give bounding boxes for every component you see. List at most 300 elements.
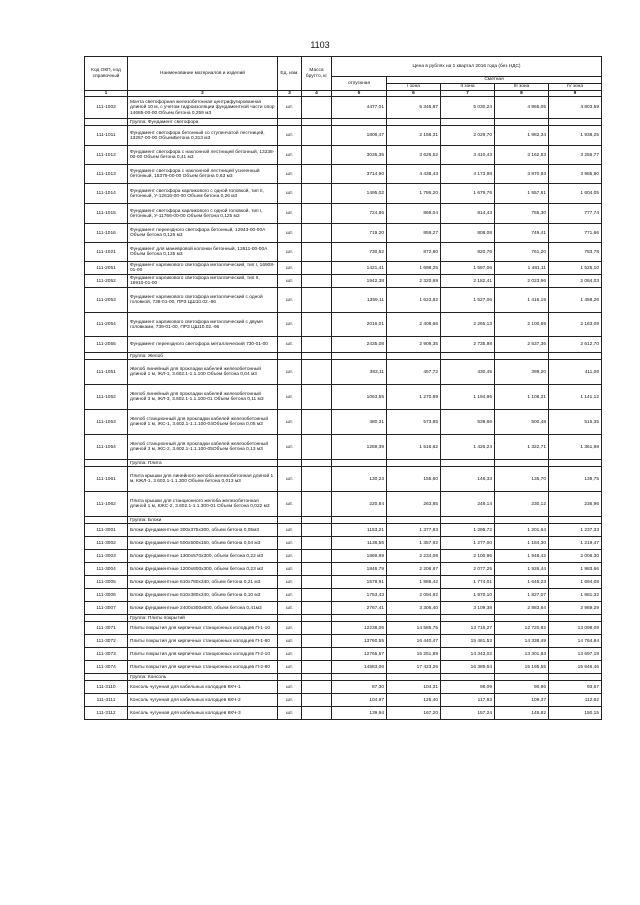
price-release: 1421,41 — [332, 262, 387, 275]
table-row — [85, 313, 602, 337]
price-zone-2: 1 527,06 — [441, 288, 495, 313]
table-row — [85, 126, 602, 146]
price-zone-2: 539,66 — [441, 410, 495, 435]
item-name: Блоки фундаментные 300х375х300, объем бетона 0,05м3 — [128, 524, 278, 537]
price-zone-1: 1 357,92 — [387, 537, 441, 550]
item-name: Желоб станционный для прокладки кабелей железобетонный длиной 3 м, ЖС-2, 3.602.1-1.1.100-05Объем бетона 0,13 м3 — [128, 435, 278, 460]
price-zone-1: 3 626,52 — [387, 146, 441, 165]
item-unit: шт. — [278, 204, 302, 224]
price-zone-4: 13 098,09 — [549, 622, 602, 635]
group-empty-cell — [332, 674, 387, 681]
item-code: 111-1013 — [85, 165, 128, 184]
price-release: 12238,06 — [332, 622, 387, 635]
price-zone-4: 777,74 — [549, 204, 602, 224]
item-unit: шт. — [278, 661, 302, 674]
price-zone-2: 248,14 — [441, 492, 495, 517]
price-zone-3: 749,41 — [495, 224, 549, 243]
item-unit: шт. — [278, 602, 302, 615]
item-unit: шт. — [278, 648, 302, 661]
group-empty-cell — [441, 517, 495, 524]
table-row — [85, 622, 602, 635]
group-empty-cell — [332, 353, 387, 360]
table-row — [85, 694, 602, 707]
price-zone-3: 1 416,19 — [495, 288, 549, 313]
price-zone-4: 93,67 — [549, 681, 602, 694]
item-code: 111-1051 — [85, 360, 128, 385]
group-empty-cell — [549, 460, 602, 467]
price-zone-2: 3 410,43 — [441, 146, 495, 165]
price-release: 220,84 — [332, 492, 387, 517]
item-mass — [302, 435, 332, 460]
price-zone-2: 814,43 — [441, 204, 495, 224]
price-zone-3: 755,30 — [495, 204, 549, 224]
item-name: Плиты покрытия для кирпичных станционных колодцев П-1-80 — [128, 635, 278, 648]
price-zone-3: 1 557,81 — [495, 184, 549, 204]
item-unit: шт. — [278, 146, 302, 165]
table-row — [85, 337, 602, 353]
price-zone-1: 17 423,25 — [387, 661, 441, 674]
price-zone-3: 4 965,05 — [495, 97, 549, 119]
price-release: 12765,57 — [332, 648, 387, 661]
header-code: Код ОКП, код справочный — [85, 57, 128, 91]
price-table — [84, 56, 602, 720]
item-mass — [302, 694, 332, 707]
item-unit: шт. — [278, 589, 302, 602]
price-zone-4: 2 006,30 — [549, 550, 602, 563]
price-zone-4: 515,35 — [549, 410, 602, 435]
column-number: 1 — [85, 91, 128, 97]
price-zone-2: 1 277,00 — [441, 537, 495, 550]
price-release: 14583,06 — [332, 661, 387, 674]
item-mass — [302, 243, 332, 262]
table-row — [85, 262, 602, 275]
price-zone-1: 2 909,35 — [387, 337, 441, 353]
price-zone-4: 411,06 — [549, 360, 602, 385]
item-unit: шт. — [278, 635, 302, 648]
group-code-cell — [85, 119, 128, 126]
item-unit: шт. — [278, 288, 302, 313]
price-zone-4: 1 237,33 — [549, 524, 602, 537]
table-row — [85, 576, 602, 589]
column-number: 4 — [302, 91, 332, 97]
price-zone-2: 820,76 — [441, 243, 495, 262]
price-zone-2: 1 597,06 — [441, 262, 495, 275]
group-empty-cell — [278, 460, 302, 467]
price-zone-4: 1 219,47 — [549, 537, 602, 550]
price-release: 1359,11 — [332, 288, 387, 313]
item-code: 111-3073 — [85, 648, 128, 661]
price-zone-1: 2 158,31 — [387, 126, 441, 146]
table-row — [85, 184, 602, 204]
item-unit: шт. — [278, 97, 302, 119]
price-zone-2: 98,09 — [441, 681, 495, 694]
table-row — [85, 524, 602, 537]
item-mass — [302, 492, 332, 517]
page-number: 1103 — [310, 40, 330, 50]
price-zone-2: 2 077,25 — [441, 563, 495, 576]
item-mass — [302, 126, 332, 146]
item-mass — [302, 622, 332, 635]
item-unit: шт. — [278, 492, 302, 517]
table-row — [85, 648, 602, 661]
price-zone-4: 3 985,90 — [549, 165, 602, 184]
price-release: 724,86 — [332, 204, 387, 224]
price-release: 1063,55 — [332, 385, 387, 410]
price-release: 719,20 — [332, 224, 387, 243]
item-mass — [302, 288, 332, 313]
item-unit: шт. — [278, 360, 302, 385]
item-mass — [302, 635, 332, 648]
price-zone-2: 13 716,27 — [441, 622, 495, 635]
item-code: 111-1015 — [85, 204, 128, 224]
item-name: Фундамент светофора с наклонной лестницей усиленный бетонный, 15379-00-00 Объем бетона 0,63 м3 — [128, 165, 278, 184]
item-unit: шт. — [278, 537, 302, 550]
item-unit: шт. — [278, 410, 302, 435]
price-zone-1: 2 206,87 — [387, 563, 441, 576]
item-code: 111-3002 — [85, 537, 128, 550]
header-zone: III зона — [495, 84, 549, 91]
item-unit: шт. — [278, 243, 302, 262]
table-row — [85, 550, 602, 563]
column-number: 2 — [128, 91, 278, 97]
item-name: Фундамент переездного светофора металлический 730-01-00 — [128, 337, 278, 353]
item-code: 111-3001 — [85, 524, 128, 537]
price-zone-1: 1 516,62 — [387, 435, 441, 460]
price-zone-3: 3 162,83 — [495, 146, 549, 165]
price-zone-3: 761,20 — [495, 243, 549, 262]
price-zone-1: 15 251,89 — [387, 648, 441, 661]
price-zone-3: 1 184,30 — [495, 537, 549, 550]
group-empty-cell — [278, 674, 302, 681]
price-zone-1: 872,80 — [387, 243, 441, 262]
table-row — [85, 243, 602, 262]
price-zone-4: 1 983,66 — [549, 563, 602, 576]
group-code-cell — [85, 460, 128, 467]
group-empty-cell — [495, 119, 549, 126]
group-empty-cell — [302, 119, 332, 126]
item-code: 111-1053 — [85, 410, 128, 435]
price-zone-3: 500,48 — [495, 410, 549, 435]
price-zone-4: 3 256,77 — [549, 146, 602, 165]
header-estimate: Сметная — [387, 77, 602, 84]
table-row — [85, 492, 602, 517]
price-zone-4: 771,66 — [549, 224, 602, 243]
price-zone-4: 112,62 — [549, 694, 602, 707]
group-code-cell — [85, 353, 128, 360]
group-empty-cell — [387, 517, 441, 524]
price-zone-4: 1 938,25 — [549, 126, 602, 146]
price-zone-1: 2 094,92 — [387, 589, 441, 602]
item-code: 111-1061 — [85, 467, 128, 492]
price-release: 104,97 — [332, 694, 387, 707]
price-zone-4: 139,75 — [549, 467, 602, 492]
price-zone-1: 16 440,47 — [387, 635, 441, 648]
table-row — [85, 467, 602, 492]
price-zone-2: 1 295,72 — [441, 524, 495, 537]
price-release: 4477,01 — [332, 97, 387, 119]
price-zone-3: 135,70 — [495, 467, 549, 492]
item-name: Фундамент карликового светофора металлический, тип II, 16910-01-00 — [128, 275, 278, 288]
price-zone-3: 12 720,82 — [495, 622, 549, 635]
group-empty-cell — [387, 674, 441, 681]
table-row — [85, 563, 602, 576]
item-unit: шт. — [278, 550, 302, 563]
item-unit: шт. — [278, 563, 302, 576]
item-name: Блоки фундаментные 500х500х150, объем бетона 0,04 м3 — [128, 537, 278, 550]
group-empty-cell — [495, 615, 549, 622]
item-name: Плиты покрытия для кирпичных станционных колодцев П-2-80 — [128, 661, 278, 674]
item-code: 111-3112 — [85, 707, 128, 720]
price-release: 1869,89 — [332, 550, 387, 563]
price-zone-1: 5 346,87 — [387, 97, 441, 119]
price-zone-4: 13 697,18 — [549, 648, 602, 661]
price-zone-3: 1 827,07 — [495, 589, 549, 602]
group-empty-cell — [495, 353, 549, 360]
table-row — [85, 360, 602, 385]
price-zone-3: 1 201,64 — [495, 524, 549, 537]
item-name: Фундамент светофора карликового с одной головкой, тип II, бетонный, У-12616-00-00 Объем бетона 0,26 м3 — [128, 184, 278, 204]
item-name: Блоки фундаментные 1300х570х300, объем бетона 0,22 м3 — [128, 550, 278, 563]
price-zone-1: 1 623,82 — [387, 288, 441, 313]
price-zone-3: 2 537,36 — [495, 337, 549, 353]
item-mass — [302, 648, 332, 661]
table-row — [85, 275, 602, 288]
price-zone-4: 783,78 — [549, 243, 602, 262]
price-release: 130,23 — [332, 467, 387, 492]
group-empty-cell — [441, 615, 495, 622]
group-row — [85, 517, 602, 524]
price-zone-3: 1 926,44 — [495, 563, 549, 576]
price-zone-3: 230,12 — [495, 492, 549, 517]
item-name: Мачта светофорная железобетонная центрифугированная длиной 10 м, с учетом гидроизоляции фундаментной части опор 14685-00-00 Объем бетона 0,259 м3 — [128, 97, 278, 119]
price-zone-3: 14 338,49 — [495, 635, 549, 648]
item-unit: шт. — [278, 126, 302, 146]
item-mass — [302, 589, 332, 602]
group-code-cell — [85, 674, 128, 681]
header-zone: I зона — [387, 84, 441, 91]
price-zone-1: 1 786,20 — [387, 184, 441, 204]
price-release: 1578,91 — [332, 576, 387, 589]
item-mass — [302, 537, 332, 550]
item-code: 111-2053 — [85, 288, 128, 313]
price-zone-3: 145,82 — [495, 707, 549, 720]
table-row — [85, 165, 602, 184]
price-zone-4: 1 881,32 — [549, 589, 602, 602]
price-zone-2: 4 173,98 — [441, 165, 495, 184]
price-zone-4: 150,15 — [549, 707, 602, 720]
price-zone-3: 1 108,21 — [495, 385, 549, 410]
item-code: 111-3072 — [85, 635, 128, 648]
item-unit: шт. — [278, 435, 302, 460]
item-code: 111-3004 — [85, 563, 128, 576]
price-zone-4: 1 141,12 — [549, 385, 602, 410]
price-zone-2: 2 100,96 — [441, 550, 495, 563]
group-row — [85, 615, 602, 622]
table-row — [85, 410, 602, 435]
column-number: 8 — [495, 91, 549, 97]
header-zone: IV зона — [549, 84, 602, 91]
item-name: Желоб станционный для прокладки кабелей железобетонный длиной 1 м, ЖС-1, 3.602.1-1.1.100-04Объем бетона 0,05 м3 — [128, 410, 278, 435]
price-zone-1: 1 698,25 — [387, 262, 441, 275]
price-zone-2: 1 679,76 — [441, 184, 495, 204]
price-release: 383,11 — [332, 360, 387, 385]
price-zone-3: 1 948,42 — [495, 550, 549, 563]
item-name: Фундамент карликового светофора металлический с двумя головками, 739-01-00, ПРЗ ЦШ10.02.-96 — [128, 313, 278, 337]
item-code: 111-1012 — [85, 146, 128, 165]
item-mass — [302, 524, 332, 537]
item-mass — [302, 165, 332, 184]
price-zone-3: 2 883,64 — [495, 602, 549, 615]
table-body — [85, 97, 602, 720]
price-zone-1: 2 408,66 — [387, 313, 441, 337]
item-name: Фундамент светофора карликового с одной головкой, тип I, бетонный, У-11766-00-00 Объем бетона 0,125 м3 — [128, 204, 278, 224]
group-row — [85, 674, 602, 681]
group-title: Группа: Консоль — [128, 674, 278, 681]
item-name: Блоки фундаментные 810х780х340, объем бетона 0,21 м3 — [128, 576, 278, 589]
item-unit: шт. — [278, 165, 302, 184]
item-mass — [302, 550, 332, 563]
group-empty-cell — [332, 615, 387, 622]
price-zone-1: 104,31 — [387, 681, 441, 694]
group-empty-cell — [387, 615, 441, 622]
price-zone-2: 2 265,13 — [441, 313, 495, 337]
item-code: 111-1052 — [85, 385, 128, 410]
item-code: 111-1011 — [85, 126, 128, 146]
item-unit: шт. — [278, 524, 302, 537]
price-zone-3: 2 023,96 — [495, 275, 549, 288]
table-row — [85, 435, 602, 460]
price-zone-2: 2 735,98 — [441, 337, 495, 353]
table-row — [85, 97, 602, 119]
price-release: 139,94 — [332, 707, 387, 720]
group-title: Группа: Желоб — [128, 353, 278, 360]
group-title: Группа: Блоки — [128, 517, 278, 524]
item-name: Фундамент светофора бетонный со ступенчатой лестницей, 13257-00-00 ОбъемБетона 0,313 м3 — [128, 126, 278, 146]
price-zone-2: 117,93 — [441, 694, 495, 707]
group-title: Группа: Плиты покрытий — [128, 615, 278, 622]
price-zone-2: 2 182,41 — [441, 275, 495, 288]
table-row — [85, 288, 602, 313]
price-zone-4: 4 803,59 — [549, 97, 602, 119]
item-code: 111-1016 — [85, 224, 128, 243]
group-empty-cell — [441, 674, 495, 681]
price-zone-2: 1 774,01 — [441, 576, 495, 589]
item-code: 111-3074 — [85, 661, 128, 674]
price-zone-1: 3 306,40 — [387, 602, 441, 615]
price-release: 1495,02 — [332, 184, 387, 204]
price-zone-3: 2 100,69 — [495, 313, 549, 337]
price-zone-3: 90,96 — [495, 681, 549, 694]
group-title: Группа: Плита — [128, 460, 278, 467]
item-unit: шт. — [278, 622, 302, 635]
item-mass — [302, 602, 332, 615]
item-name: Блоки фундаментные 810х380х340, объем бетона 0,10 м3 — [128, 589, 278, 602]
price-zone-4: 1 361,98 — [549, 435, 602, 460]
price-zone-3: 13 301,83 — [495, 648, 549, 661]
item-unit: шт. — [278, 275, 302, 288]
price-zone-3: 1 645,23 — [495, 576, 549, 589]
column-number: 3 — [278, 91, 302, 97]
item-code: 111-3007 — [85, 602, 128, 615]
table-row — [85, 707, 602, 720]
group-empty-cell — [387, 353, 441, 360]
price-zone-1: 866,04 — [387, 204, 441, 224]
item-name: Фундамент переездного светофора бетонный, 12943-00-00А Объем бетона 0,125 м3 — [128, 224, 278, 243]
price-zone-2: 15 461,53 — [441, 635, 495, 648]
price-zone-1: 457,72 — [387, 360, 441, 385]
price-zone-2: 5 030,24 — [441, 97, 495, 119]
item-code: 111-2051 — [85, 262, 128, 275]
group-row — [85, 119, 602, 126]
price-zone-3: 109,37 — [495, 694, 549, 707]
price-release: 3035,35 — [332, 146, 387, 165]
price-zone-3: 15 195,55 — [495, 661, 549, 674]
item-mass — [302, 360, 332, 385]
item-name: Желоб линейный для прокладки кабелей железобетонный длиной 3 м, ЖЛ-3, 3.602.1-1.1.100-01 Объем бетона 0,11 м3 — [128, 385, 278, 410]
price-zone-2: 430,45 — [441, 360, 495, 385]
price-release: 1753,43 — [332, 589, 387, 602]
price-zone-4: 236,96 — [549, 492, 602, 517]
item-code: 111-3003 — [85, 550, 128, 563]
group-code-cell — [85, 615, 128, 622]
price-release: 3714,90 — [332, 165, 387, 184]
price-release: 1136,56 — [332, 537, 387, 550]
column-number: 5 — [332, 91, 387, 97]
price-zone-1: 859,27 — [387, 224, 441, 243]
price-zone-4: 1 694,08 — [549, 576, 602, 589]
header-unit: Ед. изм. — [278, 57, 302, 91]
header-zone: II зона — [441, 84, 495, 91]
price-release: 1846,79 — [332, 563, 387, 576]
item-code: 111-3110 — [85, 681, 128, 694]
item-name: Блоки фундаментные 1200х800х300, объем бетона 0,23 м3 — [128, 563, 278, 576]
price-zone-4: 2 969,29 — [549, 602, 602, 615]
item-name: Фундамент карликового светофора металлический с одной головкой, 738-01-00, ПРЗ ЦШ10.02.-96 — [128, 288, 278, 313]
price-zone-1: 2 320,69 — [387, 275, 441, 288]
price-zone-4: 1 525,10 — [549, 262, 602, 275]
item-mass — [302, 337, 332, 353]
item-name: Консоль чугунная для кабельных колодцев ККЧ-1 — [128, 681, 278, 694]
price-zone-4: 14 764,84 — [549, 635, 602, 648]
group-empty-cell — [302, 517, 332, 524]
item-name: Желоб линейный для прокладки кабелей железобетонный длиной 1 м, ЖЛ-1, 3.602.1-1.1.100 Объем бетона 0,04 м3 — [128, 360, 278, 385]
price-release: 480,31 — [332, 410, 387, 435]
item-code: 111-3071 — [85, 622, 128, 635]
table-row — [85, 224, 602, 243]
group-title: Группа: Фундамент светофора — [128, 119, 278, 126]
item-mass — [302, 707, 332, 720]
group-empty-cell — [302, 615, 332, 622]
group-empty-cell — [549, 674, 602, 681]
price-zone-4: 1 604,05 — [549, 184, 602, 204]
group-empty-cell — [441, 353, 495, 360]
price-zone-3: 1 481,11 — [495, 262, 549, 275]
group-empty-cell — [302, 353, 332, 360]
price-zone-2: 808,08 — [441, 224, 495, 243]
price-release: 2767,41 — [332, 602, 387, 615]
item-mass — [302, 563, 332, 576]
group-empty-cell — [387, 460, 441, 467]
item-name: Плита крышки для станционного желоба железобетонная длиной 1 м, КЖС-2, 3.602.1-1.1.300-01 Объем бетона 0,022 м3 — [128, 492, 278, 517]
price-zone-2: 146,33 — [441, 467, 495, 492]
item-mass — [302, 275, 332, 288]
price-zone-2: 1 194,96 — [441, 385, 495, 410]
table-row — [85, 661, 602, 674]
item-name: Плиты покрытия для кирпичных станционных колодцев П-2-10 — [128, 648, 278, 661]
price-zone-4: 15 646,46 — [549, 661, 602, 674]
price-release: 1153,21 — [332, 524, 387, 537]
group-empty-cell — [495, 460, 549, 467]
